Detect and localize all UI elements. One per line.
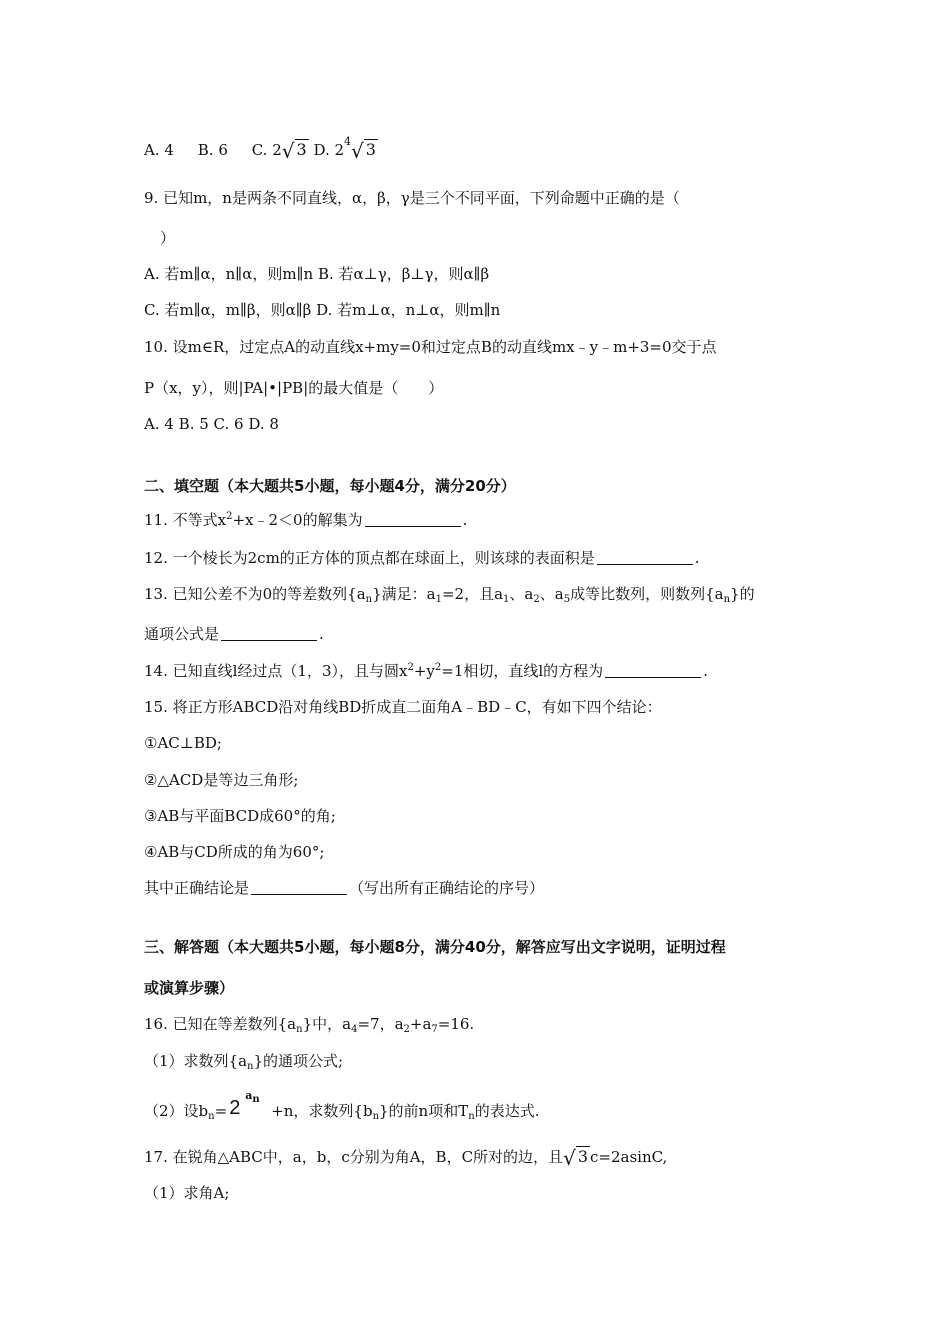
root-symbol: √ [351, 139, 364, 163]
q13-line-1: 13. 已知公差不为0的等差数列$\{a_n\}$满足：$a_1=2$，且$a_1$、$a_2$、$a_5$成等比数列，则数列$\{a_n\}$的 [144, 585, 755, 605]
q15-answer: 其中正确结论是 （写出所有正确结论的序号） [144, 879, 545, 897]
q16-part-1: （1）求数列$\{a_n\}$的通项公式; [144, 1052, 344, 1072]
q15-conclusion-4: ④AB与CD所成的角为60°; [144, 843, 325, 861]
q15-conclusion-2: ②△ACD是等边三角形; [144, 771, 299, 789]
q10-stem-1: 10. 设m∈R，过定点A的动直线x+my=0和过定点B的动直线mx﹣y﹣m+3=0交于点 [144, 338, 717, 356]
section-2-title: 二、填空题（本大题共5小题，每小题4分，满分20分） [144, 477, 516, 495]
q11: 11. 不等式$x^2+x﹣2<0$的解集为 . [144, 511, 468, 529]
q15-conclusion-3: ③AB与平面BCD成60°的角; [144, 807, 336, 825]
answer-blank [597, 550, 693, 565]
q9-options-cd: C. 若m∥α，m∥β，则α∥β D. 若m⊥α，n⊥α，则m∥n [144, 301, 501, 319]
answer-blank [221, 626, 317, 641]
answer-blank [251, 880, 347, 895]
answer-blank [365, 512, 461, 527]
q14: 14. 已知直线l经过点（1，3），且与圆$x^2+y^2=1$相切，直线l的方程为 . [144, 662, 708, 680]
q10-options: A. 4 B. 5 C. 6 D. 8 [144, 415, 279, 433]
q9-stem-end: ） [160, 229, 176, 247]
q10-stem-2: P（x，y），则|PA|•|PB|的最大值是（ ） [144, 379, 444, 397]
q16-part-2: （2）设$b_n=$ 2 $a_n$ +n，求数列$\{b_n\}$的前n项和$T_n$的表达式. [144, 1089, 540, 1122]
sqrt-symbol: √ [281, 139, 295, 163]
q12: 12. 一个棱长为2cm的正方体的顶点都在球面上，则该球的表面积是 . [144, 549, 700, 567]
q9-stem: 9. 已知m，n是两条不同直线，α，β，γ是三个不同平面，下列命题中正确的是（ [144, 189, 680, 207]
sqrt-symbol: √ [563, 1146, 576, 1170]
q16-stem: 16. 已知在等差数列$\{a_n\}$中，$a_4=7$，$a_2+a_7=16$. [144, 1015, 475, 1035]
q13-line-2: 通项公式是 . [144, 625, 324, 643]
section-3-title-2: 或演算步骤） [144, 979, 235, 997]
power-expression: 2 $a_n$ [229, 1089, 260, 1119]
q17-stem: 17. 在锐角△ABC中，a，b，c分别为角A，B，C所对的边，且√ 3 c=2asinC, [144, 1146, 668, 1170]
section-3-title-1: 三、解答题（本大题共5小题，每小题8分，满分40分，解答应写出文字说明，证明过程 [144, 938, 726, 956]
answer-blank [605, 663, 701, 678]
q15-conclusion-1: ①AC⊥BD; [144, 734, 222, 752]
q9-options-ab: A. 若m∥α，n∥α，则m∥n B. 若α⊥γ，β⊥γ，则α∥β [144, 265, 490, 283]
q15-stem: 15. 将正方形ABCD沿对角线BD折成直二面角A﹣BD﹣C，有如下四个结论： [144, 698, 662, 716]
q17-part-1: （1）求角A; [144, 1184, 230, 1202]
q8-options: A. 4 B. 6 C. 2√ 3 D. $2^4√$ 3 [144, 135, 376, 163]
